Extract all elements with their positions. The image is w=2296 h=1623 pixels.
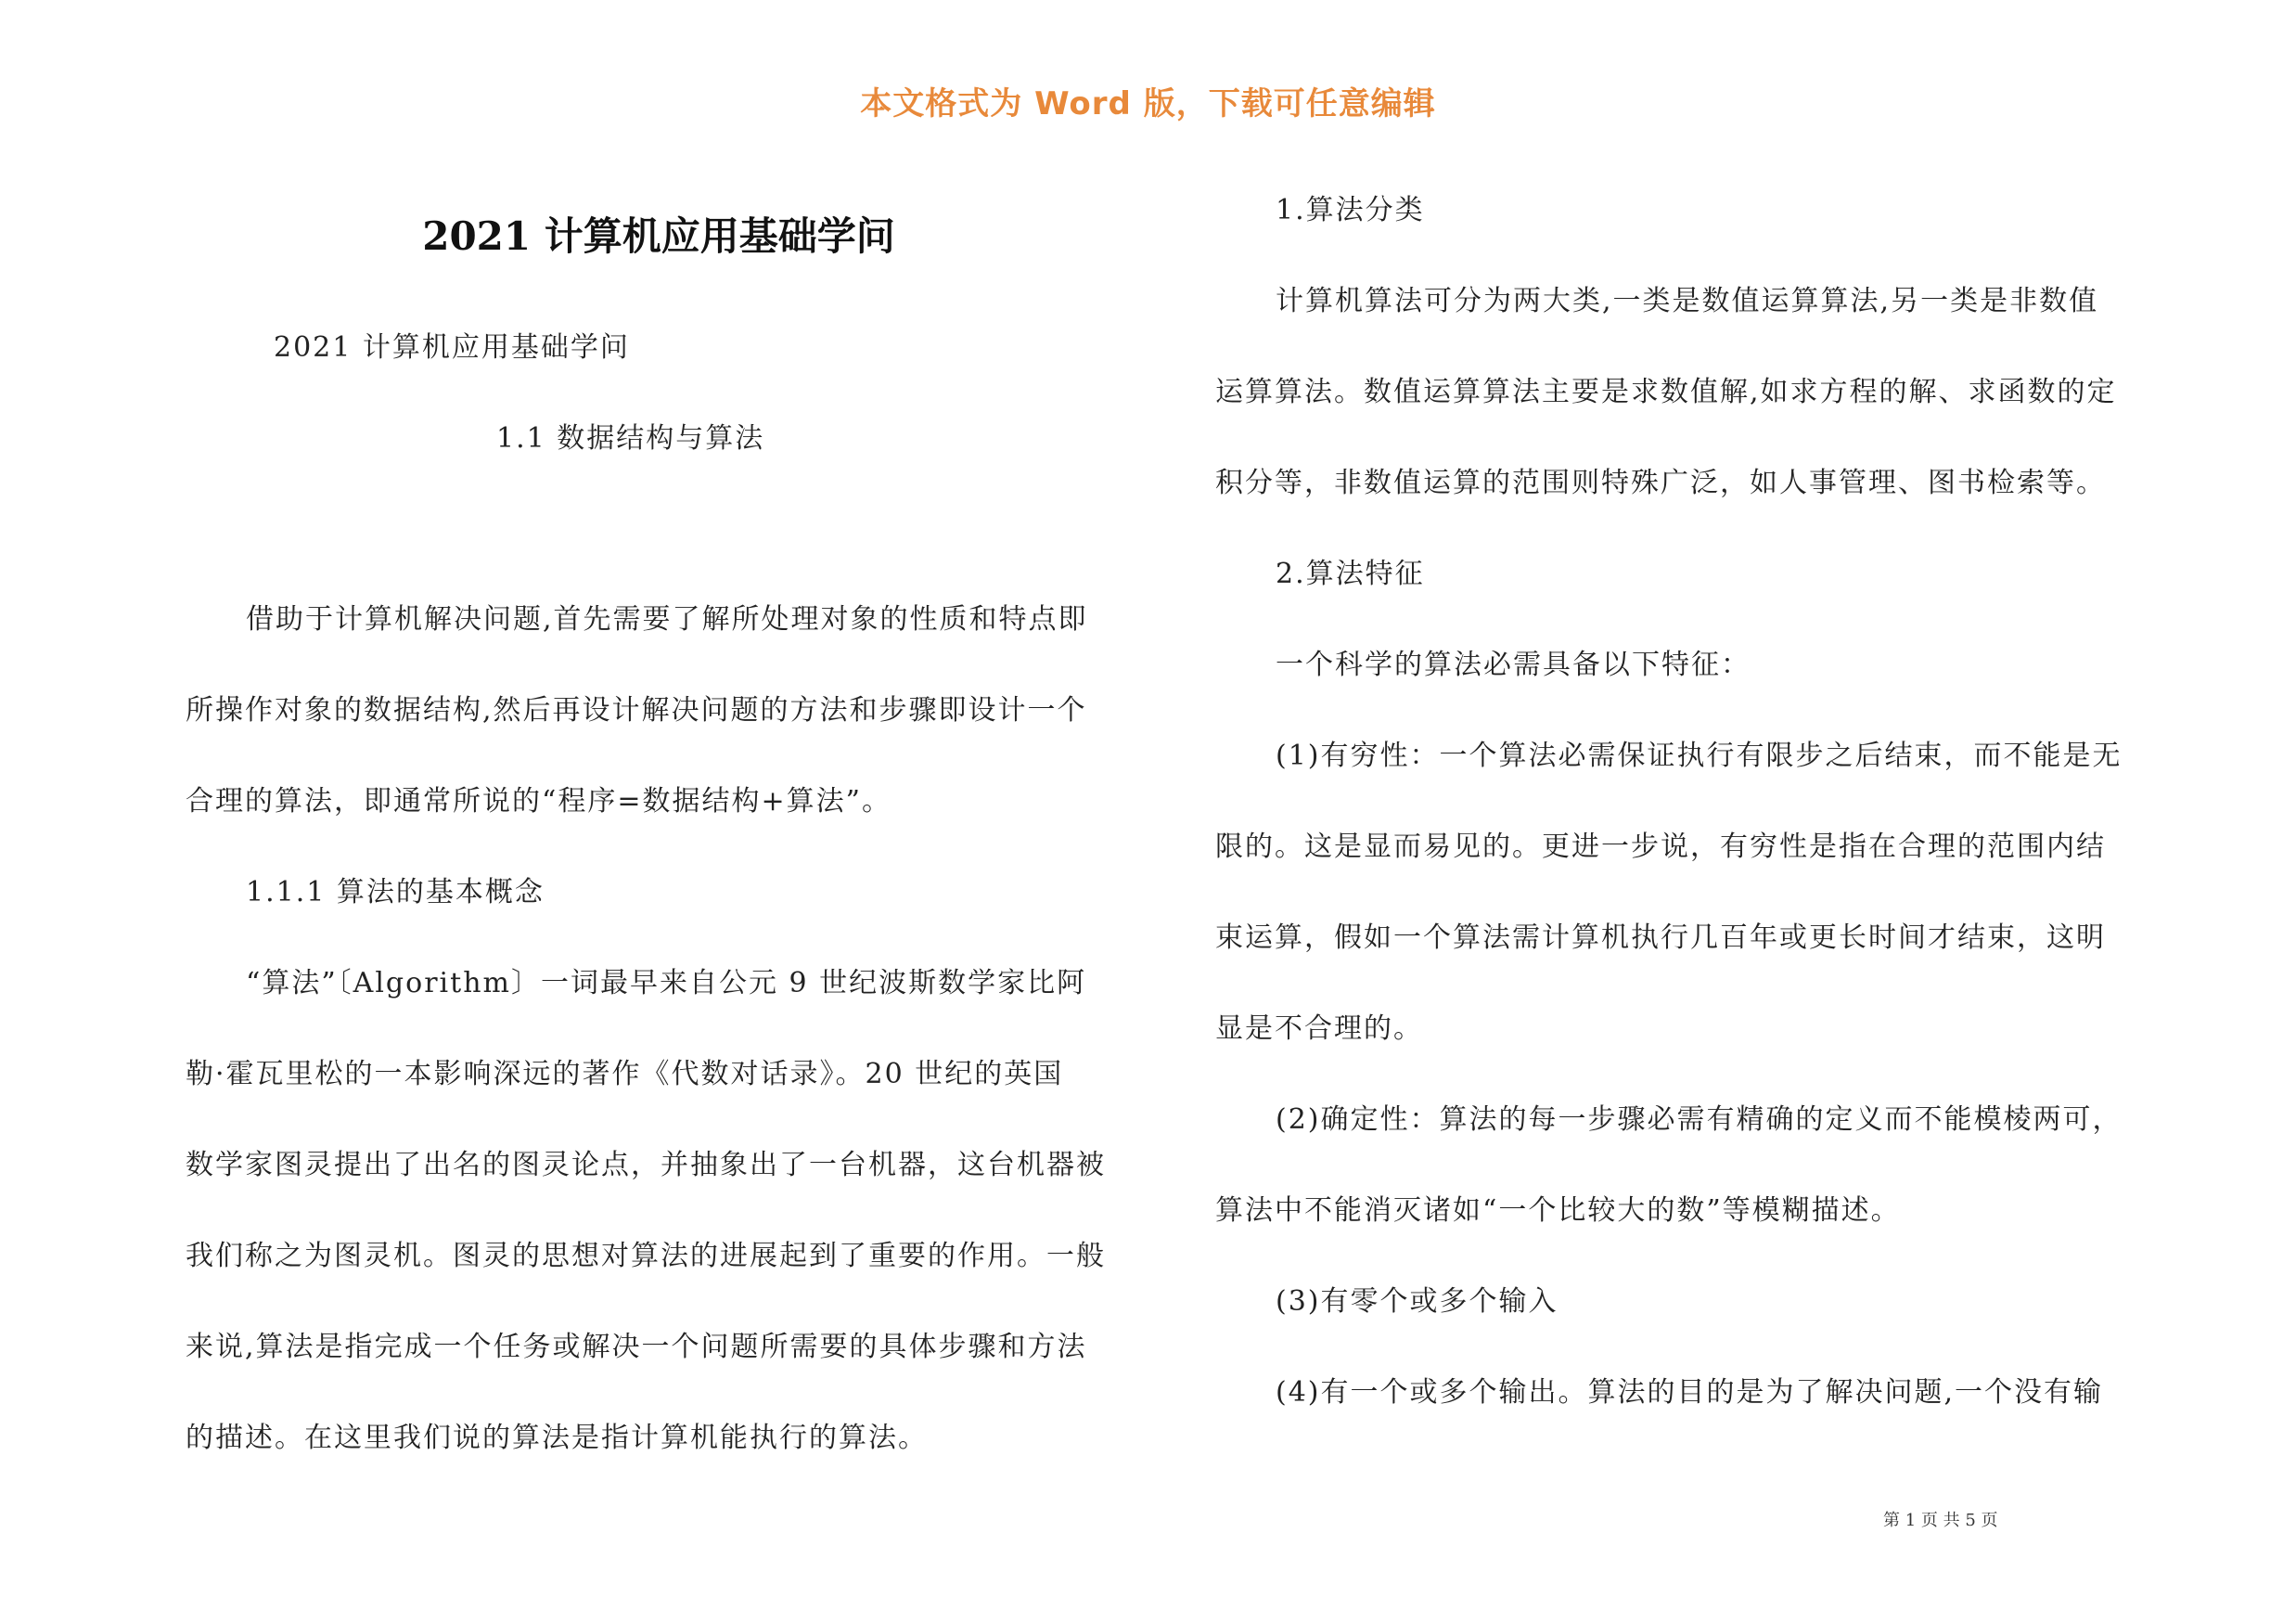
list-item: 束运算，假如一个算法需计算机执行几百年或更长时间才结束，这明 [1215, 921, 2106, 954]
page-number: 第 1 页 共 5 页 [1883, 1511, 1998, 1530]
paragraph-line: 来说,算法是指完成一个任务或解决一个问题所需要的具体步骤和方法 [186, 1331, 1087, 1363]
paragraph-line: 的描述。在这里我们说的算法是指计算机能执行的算法。 [186, 1422, 928, 1454]
paragraph-line: 运算算法。数值运算算法主要是求数值解,如求方程的解、求函数的定 [1215, 376, 2117, 408]
word-format-banner: 本文格式为 Word 版，下载可任意编辑 [860, 85, 1436, 122]
paragraph-line: 积分等，非数值运算的范围则特殊广泛，如人事管理、图书检索等。 [1215, 467, 2106, 499]
section-heading: 1.1 数据结构与算法 [496, 422, 765, 455]
paragraph-line: 合理的算法，即通常所说的“程序=数据结构+算法”。 [186, 785, 891, 818]
list-item: (3)有零个或多个输入 [1276, 1285, 1558, 1318]
list-item: 显是不合理的。 [1215, 1012, 1423, 1045]
paragraph-line: 我们称之为图灵机。图灵的思想对算法的进展起到了重要的作用。一般 [186, 1240, 1106, 1272]
paragraph-line: 一个科学的算法必需具备以下特征： [1276, 649, 1751, 681]
paragraph-line: “算法”〔Algorithm〕一词最早来自公元 9 世纪波斯数学家比阿 [246, 967, 1087, 999]
list-item: 算法中不能消灭诸如“一个比较大的数”等模糊描述。 [1215, 1194, 1901, 1227]
paragraph-line: 所操作对象的数据结构,然后再设计解决问题的方法和步骤即设计一个 [186, 694, 1087, 727]
list-item: (1)有穷性：一个算法必需保证执行有限步之后结束，而不能是无 [1276, 740, 2123, 772]
document-title: 2021 计算机应用基础学问 [422, 213, 895, 259]
list-item: 限的。这是显而易见的。更进一步说，有穷性是指在合理的范围内结 [1215, 831, 2106, 863]
heading-algorithm-features: 2.算法特征 [1276, 558, 1425, 590]
paragraph-line: 勒·霍瓦里松的一本影响深远的著作《代数对话录》。20 世纪的英国 [186, 1058, 1064, 1090]
subsection-heading: 1.1.1 算法的基本概念 [246, 876, 545, 908]
list-item: (2)确定性：算法的每一步骤必需有精确的定义而不能模棱两可， [1276, 1103, 2123, 1136]
list-item: (4)有一个或多个输出。算法的目的是为了解决问题,一个没有输 [1276, 1376, 2104, 1409]
paragraph-line: 借助于计算机解决问题,首先需要了解所处理对象的性质和特点即 [246, 603, 1088, 636]
paragraph-line: 计算机算法可分为两大类,一类是数值运算算法,另一类是非数值 [1276, 285, 2099, 317]
heading-algorithm-classification: 1.算法分类 [1276, 194, 1425, 226]
paragraph-line: 数学家图灵提出了出名的图灵论点，并抽象出了一台机器，这台机器被 [186, 1149, 1106, 1181]
subtitle: 2021 计算机应用基础学问 [274, 331, 630, 364]
